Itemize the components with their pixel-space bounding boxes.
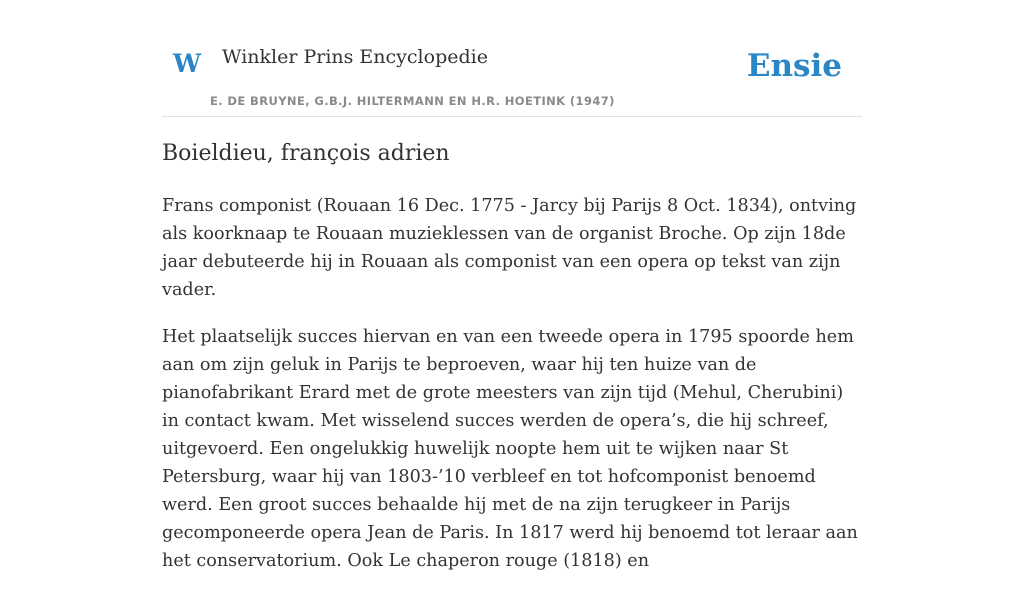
book-title-link[interactable]: Winkler Prins Encyclopedie xyxy=(222,46,488,68)
article-paragraph-2: Het plaatselijk succes hiervan en van een tweede opera in 1795 spoorde hem aan om zijn geluk in Parijs te beproeven, waar hij ten huize van de pianofabrikant Erard met de grote meesters van zijn tijd (Mehul, Cherubini) in contact kwam. Met wisselend succes werden de opera’s, die hij schreef, uitgevoerd. Een ongelukkig huwelijk noopte hem uit te wijken naar St Petersburg, waar hij van 1803-’10 verbleef en tot hofcomponist benoemd werd. Een groot succes behaalde hij met de na zijn terugkeer in Parijs gecomponeerde opera Jean de Paris. In 1817 werd hij benoemd tot leraar aan het conservatorium. Ook Le chaperon rouge (1818) en xyxy=(162,327,858,571)
article-paragraph-1: Frans componist (Rouaan 16 Dec. 1775 - Jarcy bij Parijs 8 Oct. 1834), ontving als koorknaap te Rouaan muzieklessen van de organist Broche. Op zijn 18de jaar debuteerde hij in Rouaan als componist van een opera op tekst van zijn vader. xyxy=(162,196,857,300)
article-title: Boieldieu, françois adrien xyxy=(162,141,450,166)
site-header xyxy=(162,0,862,117)
article-body xyxy=(162,192,862,594)
brand-logo[interactable]: Ensie xyxy=(746,48,842,84)
book-authors: E. DE BRUYNE, G.B.J. HILTERMANN EN H.R. HOETINK (1947) xyxy=(210,94,615,108)
book-logo-icon[interactable]: W xyxy=(173,49,202,78)
